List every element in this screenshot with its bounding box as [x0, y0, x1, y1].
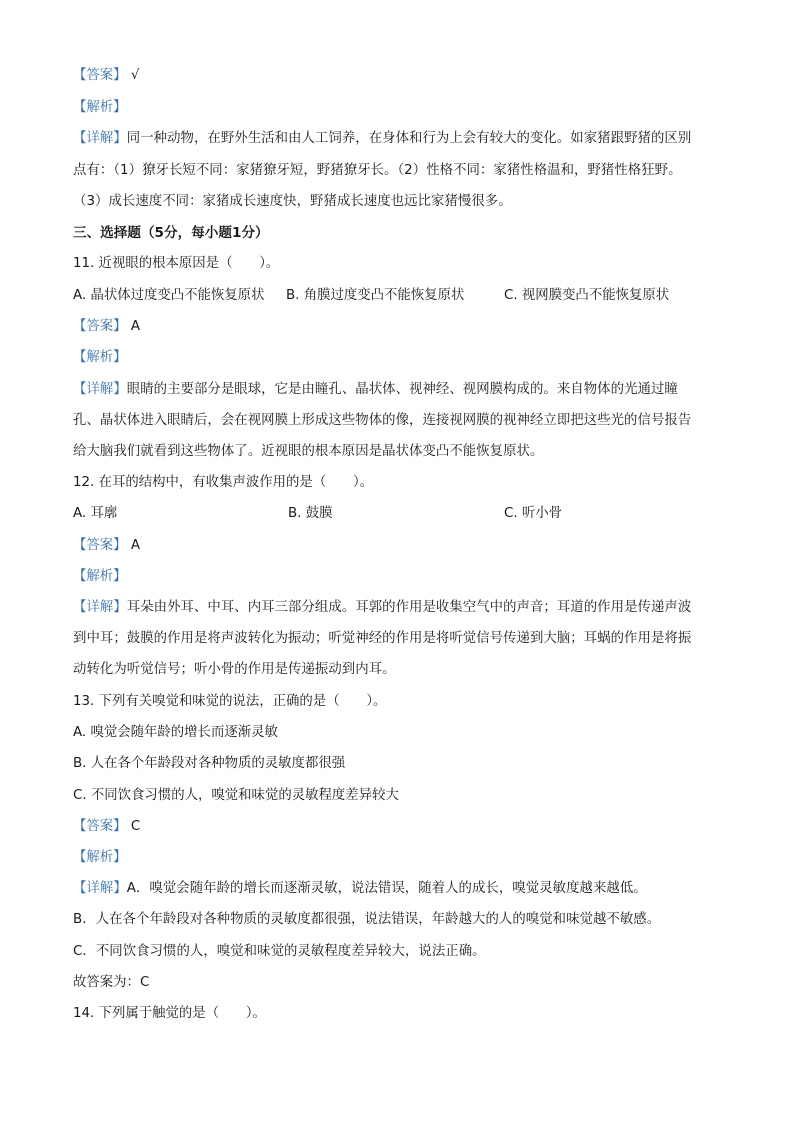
- option-c: C. 不同饮食习惯的人，嗅觉和味觉的灵敏程度差异较大: [73, 788, 399, 803]
- detail-line: （3）成长速度不同：家猪成长速度快，野猪成长速度也远比家猪慢很多。: [73, 194, 512, 209]
- answer-tag: 【答案】: [73, 819, 127, 834]
- analysis-tag: 【解析】: [73, 850, 127, 865]
- analysis-row-q10: [73, 98, 733, 118]
- answer-row-q13: [73, 817, 733, 837]
- detail-tag: 【详解】: [73, 382, 127, 397]
- detail-line: 孔、晶状体进入眼睛后，会在视网膜上形成这些物体的像，连接视网膜的视神经立即把这些光的信号报告: [73, 413, 692, 428]
- option-b: B. 人在各个年龄段对各种物质的灵敏度都很强: [73, 756, 346, 771]
- detail-tag: 【详解】: [73, 131, 127, 146]
- answer-row-q12: [73, 536, 733, 556]
- answer-tag: 【答案】: [73, 319, 127, 334]
- detail-text: 同一种动物，在野外生活和由人工饲养，在身体和行为上会有较大的变化。如家猪跟野猪的区别: [126, 131, 692, 146]
- detail-line: 到中耳；鼓膜的作用是将声波转化为振动；听觉神经的作用是将听觉信号传递到大脑；耳蜗的作用是将振: [73, 631, 692, 646]
- option-c: C. 视网膜变凸不能恢复原状: [504, 288, 670, 303]
- detail-text: 耳朵由外耳、中耳、内耳三部分组成。耳郭的作用是收集空气中的声音；耳道的作用是传递声波: [126, 600, 692, 615]
- detail-line: 给大脑我们就看到这些物体了。近视眼的根本原因是晶状体变凸不能恢复原状。: [73, 444, 544, 459]
- detail-line: [73, 598, 733, 618]
- detail-text: 眼睛的主要部分是眼球，它是由瞳孔、晶状体、视神经、视网膜构成的。来自物体的光通过瞳: [126, 382, 678, 397]
- analysis-row-q12: [73, 567, 733, 587]
- analysis-tag: 【解析】: [73, 350, 127, 365]
- analysis-tag: 【解析】: [73, 569, 127, 584]
- detail-line: 动转化为听觉信号；听小骨的作用是传递振动到内耳。: [73, 662, 396, 677]
- option-b: B. 角膜过度变凸不能恢复原状: [286, 288, 465, 303]
- detail-tag: 【详解】: [73, 881, 127, 896]
- detail-line: [73, 129, 733, 149]
- answer-tag: 【答案】: [73, 68, 127, 83]
- question-q13: 13. 下列有关嗅觉和味觉的说法，正确的是（ ）。: [73, 694, 387, 709]
- detail-text: A．嗅觉会随年龄的增长而逐渐灵敏，说法错误，随着人的成长，嗅觉灵敏度越来越低。: [126, 881, 647, 896]
- option-a: A. 晶状体过度变凸不能恢复原状: [73, 288, 265, 303]
- analysis-row-q11: [73, 348, 733, 368]
- answer-tag: 【答案】: [73, 538, 127, 553]
- conclusion-line: 故答案为：C: [73, 975, 150, 990]
- detail-tag: 【详解】: [73, 600, 127, 615]
- question-q12: 12. 在耳的结构中，有收集声波作用的是（ ）。: [73, 475, 374, 490]
- option-b: B. 鼓膜: [288, 506, 333, 521]
- detail-line: B．人在各个年龄段对各种物质的灵敏度都很强，说法错误，年龄越大的人的嗅觉和味觉越不敏感。: [73, 912, 661, 927]
- option-a: A. 耳廓: [73, 506, 118, 521]
- answer-value: A: [130, 538, 140, 553]
- analysis-row-q13: [73, 848, 733, 868]
- question-q11: 11. 近视眼的根本原因是（ ）。: [73, 256, 280, 271]
- detail-line: C．不同饮食习惯的人，嗅觉和味觉的灵敏程度差异较大，说法正确。: [73, 944, 486, 959]
- detail-line: [73, 879, 733, 899]
- analysis-tag: 【解析】: [73, 100, 127, 115]
- option-c: C. 听小骨: [504, 506, 563, 521]
- answer-row-q11: [73, 317, 733, 337]
- detail-line: [73, 380, 733, 400]
- answer-value: C: [130, 819, 141, 834]
- question-q14: 14. 下列属于触觉的是（ ）。: [73, 1006, 266, 1021]
- detail-line: 点有：（1）獠牙长短不同：家猪獠牙短，野猪獠牙长。（2）性格不同：家猪性格温和，野猪性格狂野。: [73, 163, 682, 178]
- answer-value: A: [130, 319, 140, 334]
- answer-value: √: [130, 68, 140, 83]
- option-a: A. 嗅觉会随年龄的增长而逐渐灵敏: [73, 725, 278, 740]
- section-heading: 三、选择题（5分，每小题1分）: [73, 225, 269, 241]
- answer-row-q10: [73, 66, 733, 86]
